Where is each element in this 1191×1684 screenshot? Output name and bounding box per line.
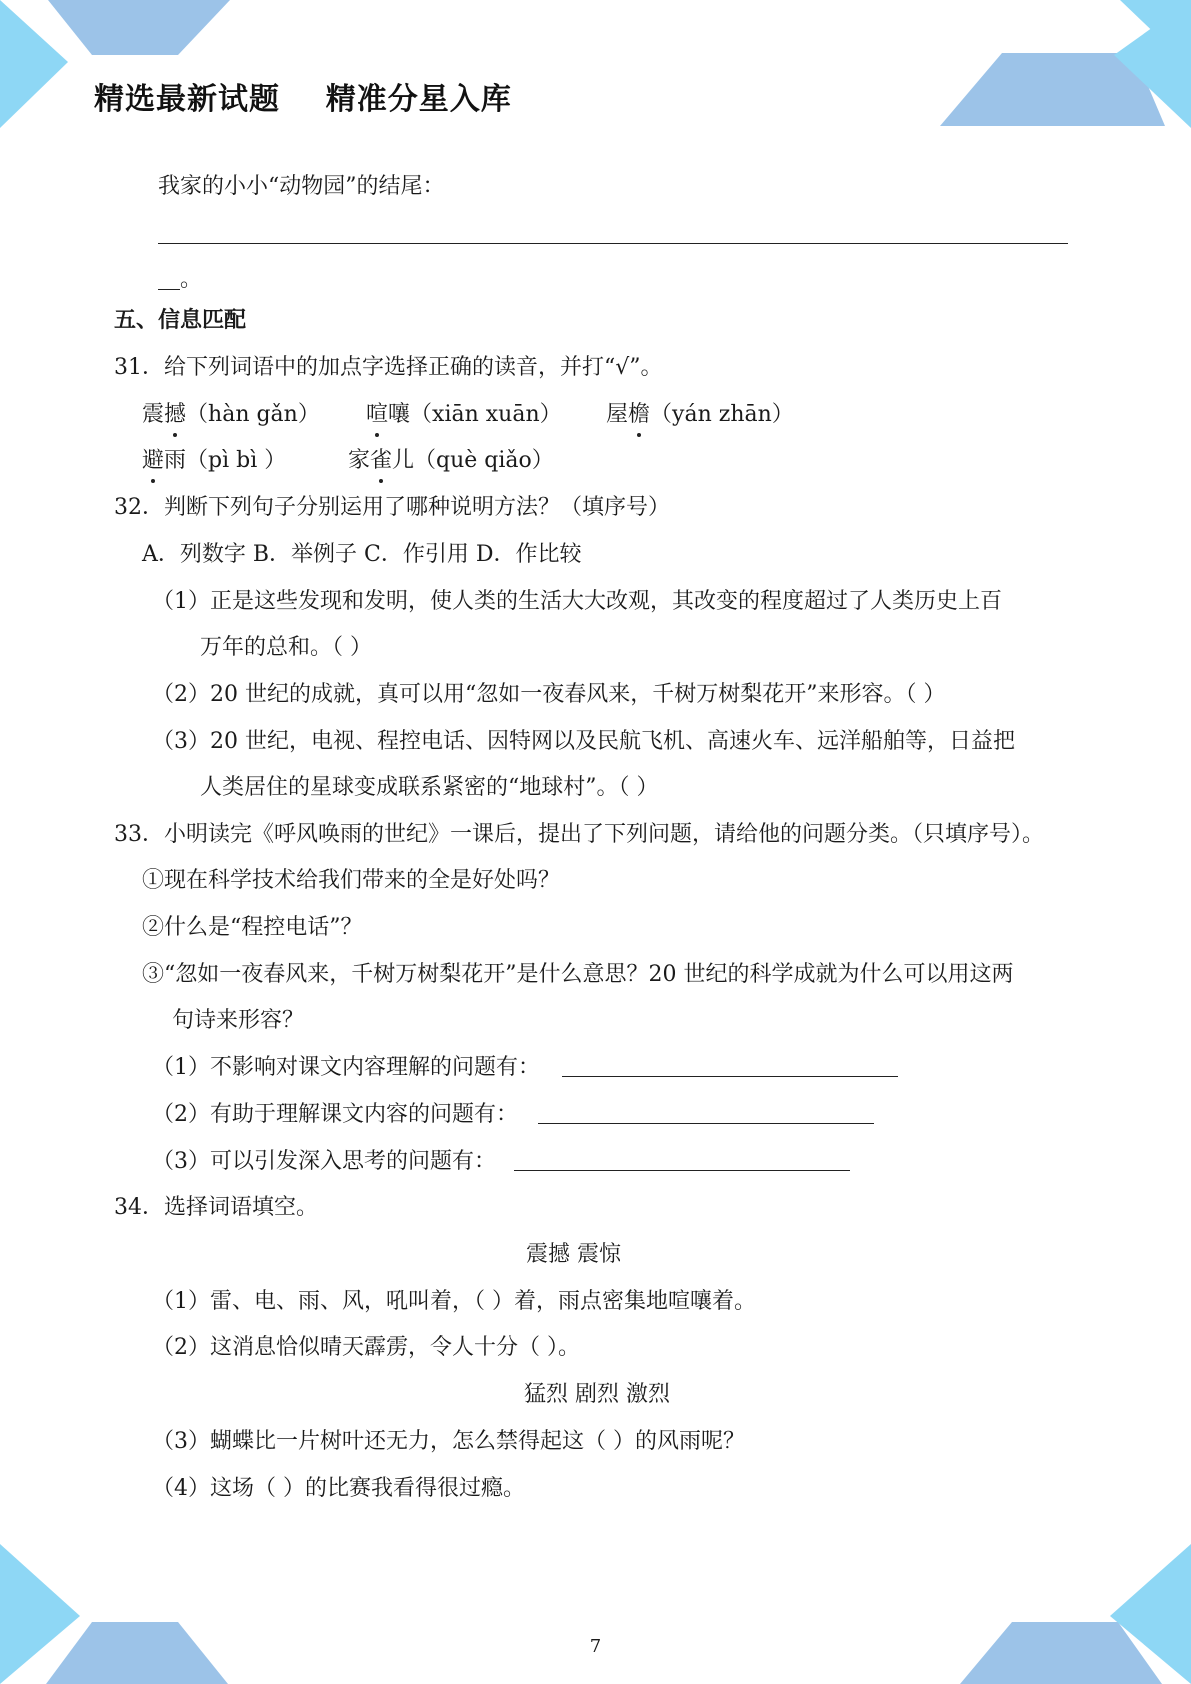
q32-item3: （3）20 世纪，电视、程控电话、因特网以及民航飞机、高速火车、远洋船舶等，日益把 xyxy=(152,729,1015,754)
q31-row2-word1: 避雨（pì bì ） xyxy=(142,446,286,476)
intro-prompt: 我家的小小“动物园”的结尾： xyxy=(158,174,445,199)
q33-question1: ①现在科学技术给我们带来的全是好处吗？ xyxy=(142,868,561,893)
answer-line-short xyxy=(158,289,180,290)
q33-question3: ③“忽如一夜春风来，千树万树梨花开”是什么意思？20 世纪的科学成就为什么可以用这两 xyxy=(142,962,1014,987)
decor-top-left-band xyxy=(48,0,230,55)
emphasis-dot-char: 避 xyxy=(142,446,164,476)
decor-top-left-triangle xyxy=(0,0,68,128)
q34-word-group2: 猛烈 剧烈 激烈 xyxy=(524,1382,670,1407)
q33-question3-cont: 句诗来形容？ xyxy=(172,1008,305,1033)
q31-stem: 31．给下列词语中的加点字选择正确的读音，并打“√”。 xyxy=(114,355,663,380)
emphasis-dot-char: 雀 xyxy=(370,446,392,476)
q34-item4: （4）这场（ ）的比赛我看得很过瘾。 xyxy=(152,1476,525,1501)
decor-bottom-left xyxy=(0,1544,240,1684)
emphasis-dot-char: 撼 xyxy=(164,400,186,430)
q32-stem: 32．判断下列句子分别运用了哪种说明方法？（填序号） xyxy=(114,495,670,520)
q33-stem: 33．小明读完《呼风唤雨的世纪》一课后，提出了下列问题，请给他的问题分类。（只填序号）。 xyxy=(114,822,1044,847)
q34-item1: （1）雷、电、雨、风，吼叫着，（ ）着，雨点密集地喧嚷着。 xyxy=(152,1289,756,1314)
q33-question2: ②什么是“程控电话”？ xyxy=(142,915,363,940)
emphasis-dot-char: 喧 xyxy=(366,400,388,430)
intro-blank-end: 。 xyxy=(180,267,203,292)
section-title: 五、信息匹配 xyxy=(114,308,247,333)
answer-line-long xyxy=(158,243,1068,244)
q34-word-group1: 震撼 震惊 xyxy=(526,1242,621,1267)
q34-item2: （2）这消息恰似晴天霹雳，令人十分（ ）。 xyxy=(152,1335,580,1360)
q32-item1-cont: 万年的总和。（ ） xyxy=(200,635,372,660)
q33-fill2: （2）有助于理解课文内容的问题有： xyxy=(152,1102,518,1127)
q32-item1: （1）正是这些发现和发明，使人类的生活大大改观，其改变的程度超过了人类历史上百 xyxy=(152,589,1002,614)
header-title: 精选最新试题 精准分星入库 xyxy=(94,82,512,117)
q33-fill1-line[interactable] xyxy=(562,1076,898,1077)
q31-row1-word2: 喧嚷（xiān xuān） xyxy=(366,400,562,430)
q33-fill1: （1）不影响对课文内容理解的问题有： xyxy=(152,1055,540,1080)
emphasis-dot-char: 檐 xyxy=(628,400,650,430)
q33-fill2-line[interactable] xyxy=(538,1123,874,1124)
q32-item3-cont: 人类居住的星球变成联系紧密的“地球村”。（ ） xyxy=(200,775,659,800)
q32-item2: （2）20 世纪的成就，真可以用“忽如一夜春风来，千树万树梨花开”来形容。（ ） xyxy=(152,682,946,707)
q33-fill3-line[interactable] xyxy=(514,1170,850,1171)
q32-options: A．列数字 B．举例子 C．作引用 D．作比较 xyxy=(142,542,582,567)
q33-fill3: （3）可以引发深入思考的问题有： xyxy=(152,1149,496,1174)
q34-stem: 34．选择词语填空。 xyxy=(114,1195,318,1220)
q34-item3: （3）蝴蝶比一片树叶还无力，怎么禁得起这（ ）的风雨呢？ xyxy=(152,1429,745,1454)
q31-row2-word2: 家雀儿（què qiǎo） xyxy=(348,446,554,476)
decor-bottom-right xyxy=(940,1544,1191,1684)
page-number: 7 xyxy=(589,1636,602,1657)
q31-row1-word1: 震撼（hàn gǎn） xyxy=(142,400,320,430)
decor-top-right xyxy=(930,0,1191,130)
q31-row1-word3: 屋檐（yán zhān） xyxy=(606,400,794,430)
